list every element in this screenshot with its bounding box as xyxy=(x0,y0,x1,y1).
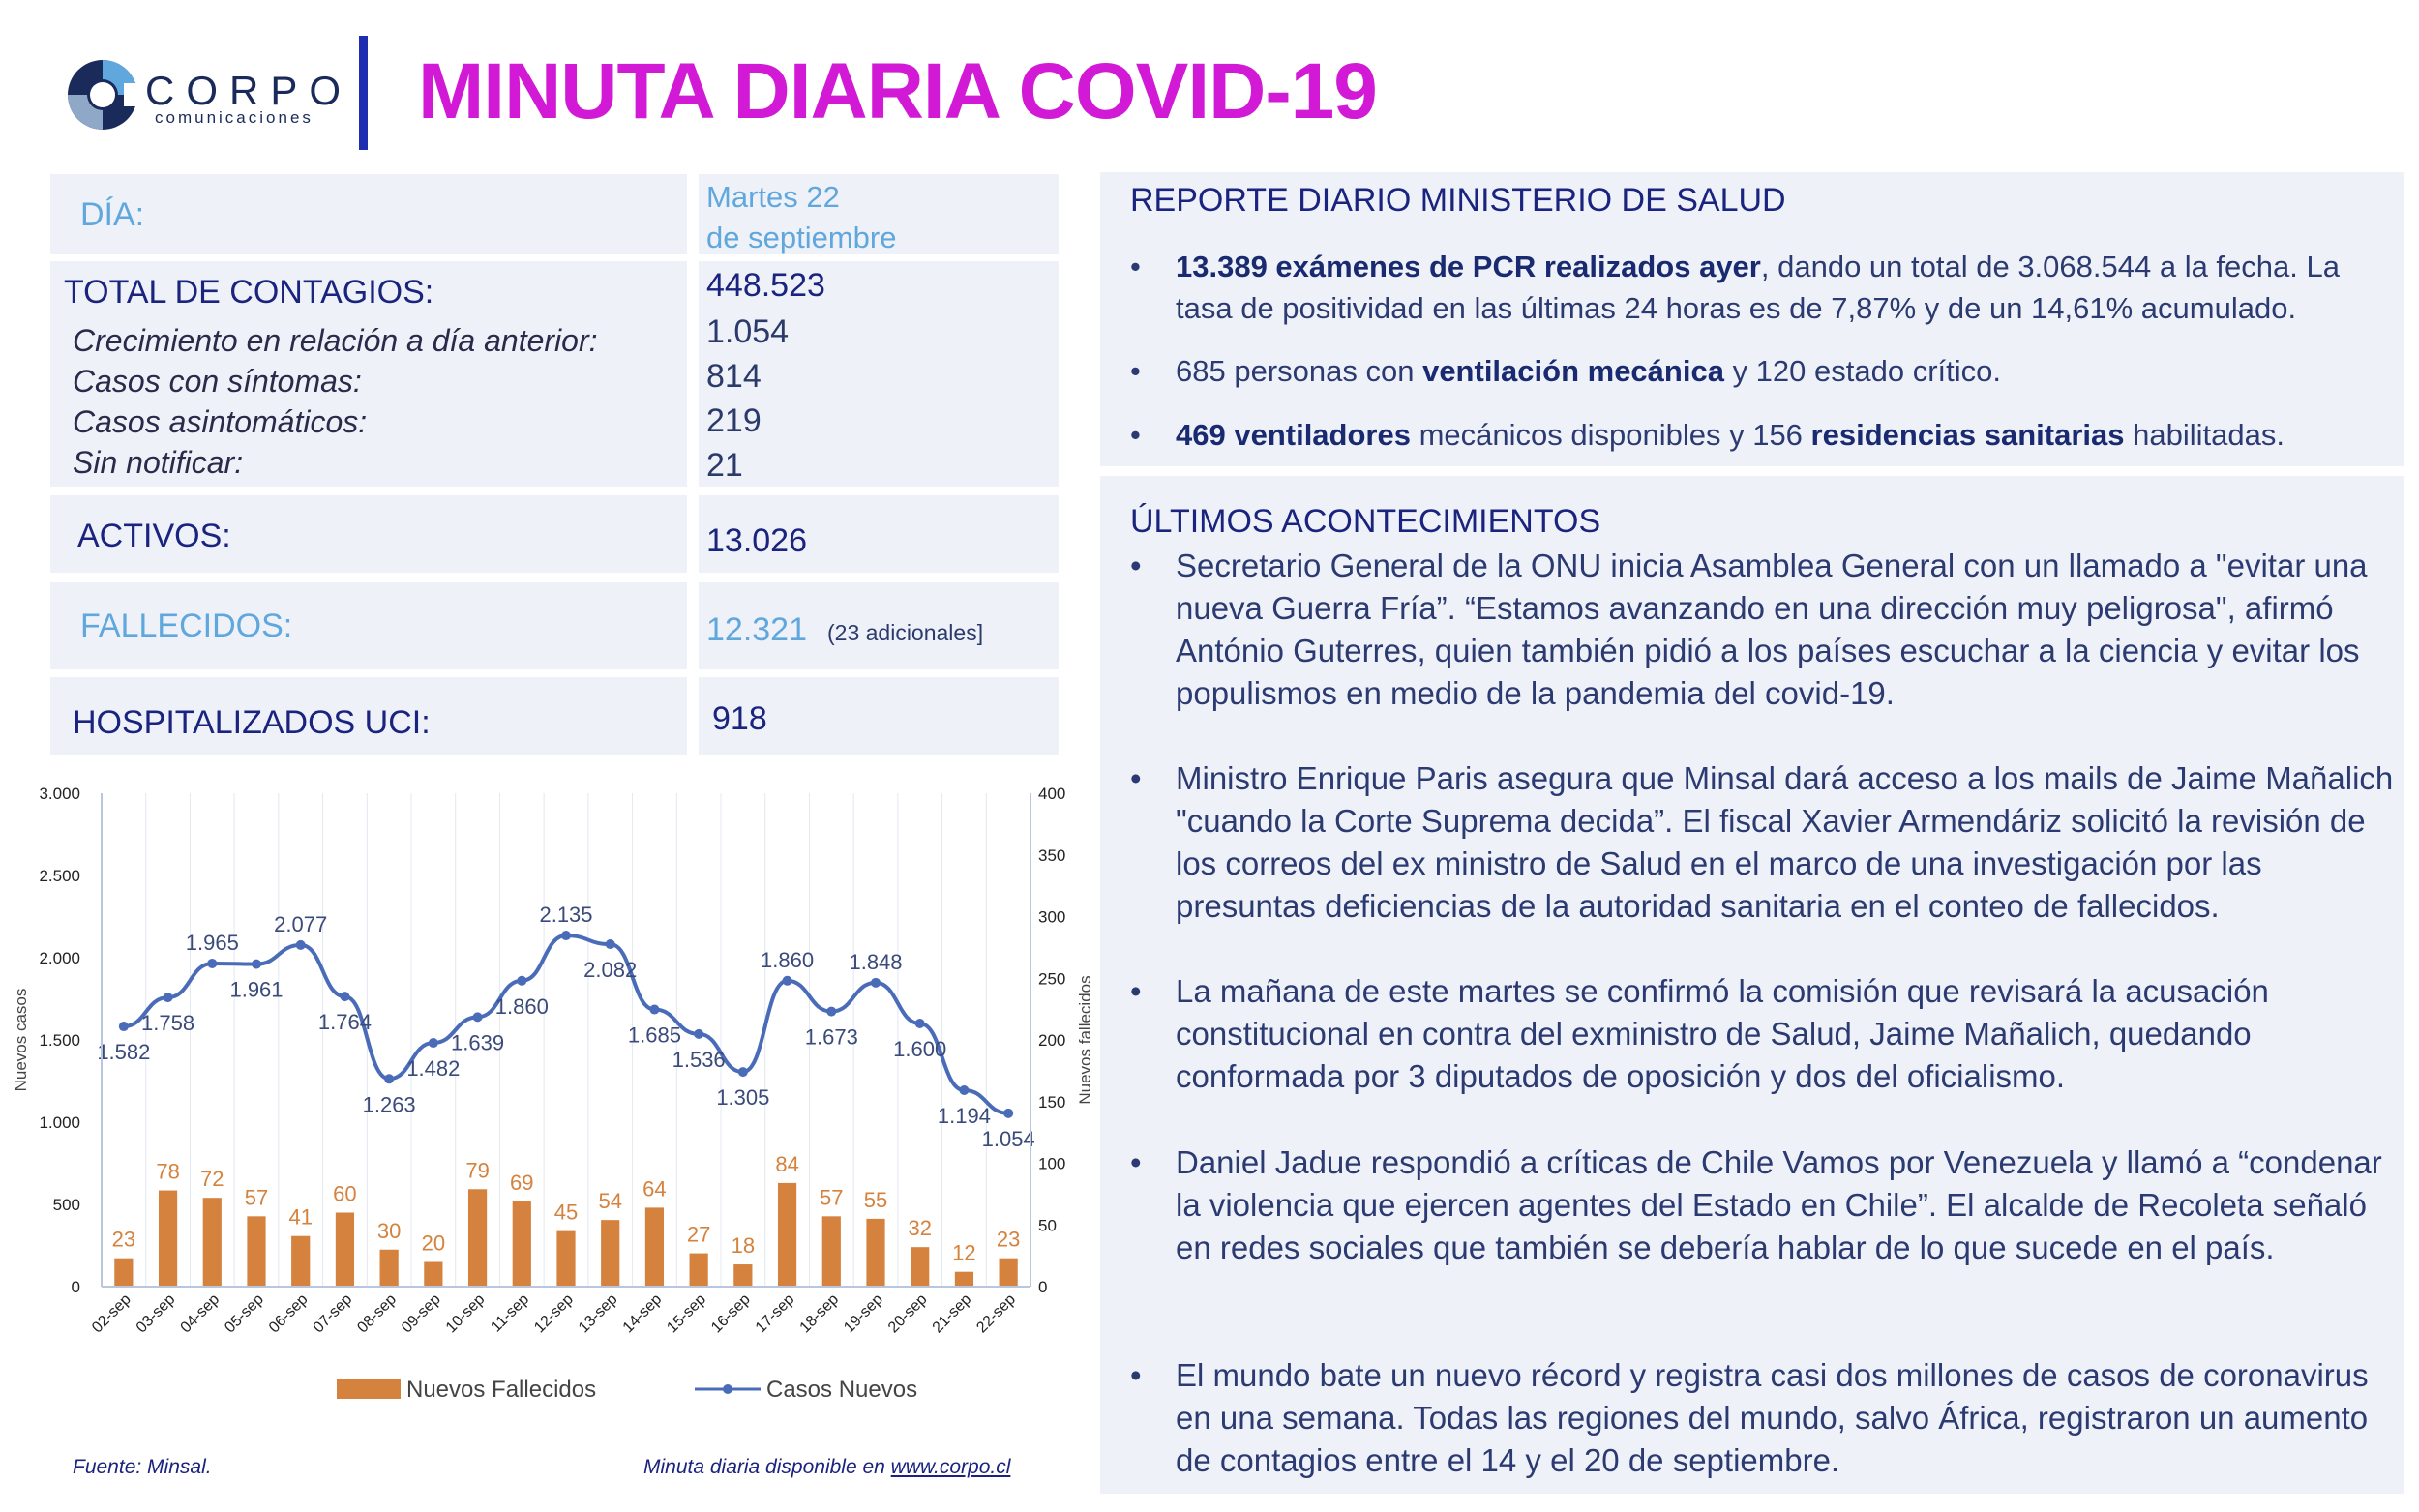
x-tick-label: 21-sep xyxy=(929,1290,975,1337)
logo-subtitle: comunicaciones xyxy=(155,108,314,127)
activos-label: ACTIVOS: xyxy=(77,518,231,554)
x-tick-label: 02-sep xyxy=(89,1290,134,1337)
fallecidos-bar xyxy=(336,1213,354,1288)
y-left-tick-label: 1.500 xyxy=(39,1031,80,1050)
y-right-tick-label: 150 xyxy=(1038,1092,1066,1112)
corpo-link[interactable]: www.corpo.cl xyxy=(890,1456,1011,1478)
casos-nuevos-point xyxy=(119,1022,129,1031)
casos-nuevos-point xyxy=(826,1007,836,1017)
fallecidos-bar-label: 72 xyxy=(200,1167,224,1192)
casos-nuevos-label: 1.961 xyxy=(229,977,284,1002)
fallecidos-bar-label: 41 xyxy=(288,1204,313,1230)
x-tick-label: 12-sep xyxy=(531,1290,577,1337)
casos-nuevos-point xyxy=(871,978,881,988)
ultimos-item-5: • El mundo bate un nuevo récord y registra casi dos millones de casos de coronavirus en una semana. Todas las regiones del mundo, salvo África, registraron un aumento de contagios entre el 14 y el 20 de septiembre. xyxy=(1130,1357,2369,1478)
x-tick-label: 03-sep xyxy=(133,1290,179,1337)
ultimos-item-2: • Ministro Enrique Paris asegura que Minsal dará acceso a los mails de Jaime Mañalich "cuando la Corte Suprema decida”. El fiscal Xavier Armendáriz solicitó la revisión de los correos del ex ministro de Salud en el marco de una investigación por las presuntas deficiencias de la autoridad sanitaria en el conteo de fallecidos. xyxy=(1130,760,2394,924)
sintomas-value: 814 xyxy=(706,358,762,395)
fallecidos-bar xyxy=(556,1231,575,1287)
x-tick-label: 16-sep xyxy=(708,1290,754,1337)
logo-wordmark: CORPO xyxy=(145,68,353,113)
fallecidos-bar xyxy=(690,1254,708,1287)
casos-nuevos-point xyxy=(340,992,349,1001)
dia-label-cell xyxy=(50,174,687,254)
reporte-b2-c: y 120 estado crítico. xyxy=(1723,354,2001,388)
casos-nuevos-point xyxy=(429,1038,438,1048)
fallecidos-bar xyxy=(159,1191,177,1287)
y-left-axis-title: Nuevos casos xyxy=(12,988,30,1092)
x-tick-label: 22-sep xyxy=(973,1290,1019,1337)
fallecidos-bar-label: 79 xyxy=(465,1158,490,1183)
reporte-bullet-1: • 13.389 exámenes de PCR realizados ayer, dando un total de 3.068.544 a la fecha. La tasa de positividad en las últimas 24 horas es de 7,87% y de un 14,61% acumulado. xyxy=(1130,250,2340,325)
fallecidos-bar-label: 69 xyxy=(510,1171,534,1196)
casos-nuevos-point xyxy=(207,959,217,968)
reporte-bullet-2: • 685 personas con ventilación mecánica y 120 estado crítico. xyxy=(1130,354,2001,388)
dia-label: DÍA: xyxy=(80,196,145,233)
fallecidos-bar-label: 84 xyxy=(775,1151,799,1176)
y-left-tick-label: 1.000 xyxy=(39,1113,80,1132)
reporte-title: REPORTE DIARIO MINISTERIO DE SALUD xyxy=(1130,182,1786,219)
legend-casos-marker xyxy=(723,1384,732,1394)
casos-nuevos-label: 1.673 xyxy=(804,1024,858,1050)
footer-fuente: Fuente: Minsal. xyxy=(73,1456,212,1478)
fallecidos-bar xyxy=(513,1201,531,1287)
casos-nuevos-label: 1.482 xyxy=(406,1056,461,1082)
casos-nuevos-label: 1.582 xyxy=(97,1040,151,1065)
casos-nuevos-label: 1.764 xyxy=(317,1010,372,1035)
casos-nuevos-label: 1.848 xyxy=(849,949,903,974)
casos-nuevos-point xyxy=(1003,1109,1013,1118)
activos-value: 13.026 xyxy=(706,522,807,559)
casos-nuevos-label: 1.305 xyxy=(716,1085,770,1111)
casos-nuevos-point xyxy=(473,1012,483,1022)
fallecidos-label: FALLECIDOS: xyxy=(80,608,293,644)
fallecidos-bar-label: 64 xyxy=(642,1176,667,1201)
footer-minuta xyxy=(643,1456,1010,1479)
fallecidos-bar-label: 30 xyxy=(376,1218,402,1243)
casos-nuevos-point xyxy=(694,1029,703,1039)
y-right-tick-label: 250 xyxy=(1038,969,1066,989)
x-tick-label: 20-sep xyxy=(884,1290,931,1337)
casos-nuevos-point xyxy=(783,976,792,986)
reporte-b3-b: mecánicos disponibles y 156 xyxy=(1410,418,1811,452)
fallecidos-bar-label: 78 xyxy=(156,1159,180,1184)
page-title: MINUTA DIARIA COVID-19 xyxy=(418,47,1377,135)
x-tick-label: 08-sep xyxy=(354,1290,400,1337)
casos-nuevos-label: 1.054 xyxy=(981,1126,1035,1151)
fallecidos-bar-label: 55 xyxy=(863,1187,888,1212)
fallecidos-bar-label: 60 xyxy=(333,1181,357,1206)
fallecidos-bar xyxy=(645,1207,664,1287)
casos-nuevos-point xyxy=(606,939,615,949)
ultimos-item-3: • La mañana de este martes se confirmó la comisión que revisará la acusación constitucional en contra del exministro de Salud, Jaime Mañalich, quedando conformada por 3 diputados de oposición y dos del oficialismo. xyxy=(1130,973,2269,1094)
y-right-tick-label: 0 xyxy=(1038,1278,1048,1296)
ultimos-item-4: • Daniel Jadue respondió a críticas de Chile Vamos por Venezuela y llamó a “condenar la violencia que ejercen agentes del Estado en Chile”. El alcalde de Recoleta señaló en redes sociales que también se debería hablar de lo que sucede en el país. xyxy=(1130,1144,2382,1265)
fallecidos-bar xyxy=(291,1236,310,1287)
casos-nuevos-point xyxy=(915,1019,925,1028)
dia-value-line2: de septiembre xyxy=(706,221,897,254)
casos-nuevos-point xyxy=(649,1005,659,1015)
fallecidos-bar xyxy=(866,1219,884,1287)
fallecidos-bar-label: 54 xyxy=(598,1189,622,1214)
reporte-b1-rest: , dando un total de 3.068.544 a la fecha. La tasa de positividad en las últimas 24 horas es de 7,87% y de un 14,61% acumulado. xyxy=(1176,250,2340,325)
fallecidos-bar xyxy=(203,1198,222,1287)
fallecidos-bar-label: 20 xyxy=(421,1230,446,1256)
total-value: 448.523 xyxy=(706,267,825,304)
fallecidos-value: 12.321 xyxy=(706,611,807,648)
legend-fallecidos-swatch xyxy=(337,1379,401,1399)
casos-nuevos-point xyxy=(164,993,173,1002)
x-tick-label: 05-sep xyxy=(222,1290,267,1337)
y-left-tick-label: 2.500 xyxy=(39,867,80,885)
reporte-b2-a: 685 personas con xyxy=(1176,354,1423,388)
fallecidos-bar xyxy=(822,1216,841,1287)
footer-minuta-text: Minuta diaria disponible en xyxy=(643,1456,891,1478)
casos-nuevos-label: 2.082 xyxy=(583,958,638,983)
legend-casos-label: Casos Nuevos xyxy=(766,1377,918,1403)
y-left-tick-label: 500 xyxy=(52,1196,80,1214)
fallecidos-bar-label: 57 xyxy=(820,1185,844,1210)
fallecidos-bar xyxy=(380,1250,399,1287)
fallecidos-bar-label: 57 xyxy=(244,1185,269,1210)
casos-nuevos-point xyxy=(959,1085,969,1095)
fallecidos-bar xyxy=(601,1220,619,1287)
fallecidos-bar xyxy=(114,1259,133,1287)
title-divider xyxy=(359,36,368,150)
fallecidos-bar xyxy=(733,1264,752,1287)
ultimos-item-3-text: La mañana de este martes se confirmó la comisión que revisará la acusación constitucional en contra del exministro de Salud, Jaime Mañalich, quedando conformada por 3 diputados de oposición y dos del oficialismo. xyxy=(1176,973,2269,1094)
x-tick-label: 06-sep xyxy=(265,1290,312,1337)
legend-fallecidos-label: Nuevos Fallecidos xyxy=(406,1377,597,1403)
casos-nuevos-label: 1.600 xyxy=(893,1037,947,1061)
fallecidos-bar-label: 32 xyxy=(908,1216,932,1241)
ultimos-item-4-text: Daniel Jadue respondió a críticas de Chile Vamos por Venezuela y llamó a “condenar la violencia que ejercen agentes del Estado en Chile”. El alcalde de Recoleta señaló en redes sociales que también se debería hablar de lo que sucede en el país. xyxy=(1176,1144,2382,1265)
x-tick-label: 11-sep xyxy=(488,1290,533,1336)
crecimiento-value: 1.054 xyxy=(706,313,790,350)
casos-nuevos-point xyxy=(738,1067,748,1077)
ultimos-item-1: • Secretario General de la ONU inicia Asamblea General con un llamado a "evitar una nueva Guerra Fría”. “Estamos avanzando en una dirección muy peligrosa", afirmó António Guterres, quien también pidió a los países escuchar a la ciencia y evitar los populismos en medio de la pandemia del covid-19. xyxy=(1130,548,2368,711)
total-label: TOTAL DE CONTAGIOS: xyxy=(64,274,434,311)
uci-label: HOSPITALIZADOS UCI: xyxy=(73,704,431,741)
casos-nuevos-point xyxy=(252,960,261,969)
casos-nuevos-label: 1.965 xyxy=(185,930,239,955)
x-tick-label: 15-sep xyxy=(664,1290,709,1337)
casos-nuevos-label: 1.685 xyxy=(627,1023,681,1048)
casos-nuevos-point xyxy=(561,931,571,940)
y-right-tick-label: 100 xyxy=(1038,1154,1066,1173)
corpo-logo-icon xyxy=(64,56,141,133)
casos-nuevos-label: 1.758 xyxy=(141,1011,195,1036)
sintomas-label: Casos con síntomas: xyxy=(73,364,362,399)
fallecidos-bar-label: 12 xyxy=(952,1240,976,1265)
casos-nuevos-label: 2.135 xyxy=(539,903,593,928)
casos-nuevos-label: 1.860 xyxy=(761,947,815,972)
y-right-tick-label: 350 xyxy=(1038,845,1066,865)
ultimos-item-5-text: El mundo bate un nuevo récord y registra casi dos millones de casos de coronavirus en una semana. Todas las regiones del mundo, salvo África, registraron un aumento de contagios entre el 14 y el 20 de septiembre. xyxy=(1176,1357,2369,1478)
fallecidos-bar xyxy=(778,1183,796,1287)
ultimos-title: ÚLTIMOS ACONTECIMIENTOS xyxy=(1130,503,1601,540)
sin-notificar-value: 21 xyxy=(706,447,743,484)
x-tick-label: 13-sep xyxy=(575,1290,621,1337)
fallecidos-bar xyxy=(424,1262,442,1288)
sin-notificar-label: Sin notificar: xyxy=(73,445,244,480)
fallecidos-bar-label: 23 xyxy=(996,1227,1021,1252)
casos-nuevos-label: 1.194 xyxy=(937,1104,991,1129)
casos-nuevos-label: 1.263 xyxy=(362,1092,416,1117)
chart-legend xyxy=(337,1377,917,1403)
y-right-tick-label: 200 xyxy=(1038,1031,1066,1050)
fallecidos-bar xyxy=(247,1216,265,1287)
reporte-b3-bold2: residencias sanitarias xyxy=(1810,418,2125,452)
uci-value: 918 xyxy=(712,700,767,737)
casos-nuevos-label: 1.536 xyxy=(672,1047,726,1072)
x-tick-label: 09-sep xyxy=(399,1290,444,1337)
fallecidos-bar xyxy=(911,1247,929,1287)
covid-chart xyxy=(0,764,1094,1422)
y-right-tick-label: 300 xyxy=(1038,907,1066,927)
y-left-tick-label: 3.000 xyxy=(39,785,80,803)
y-right-axis-title: Nuevos fallecidos xyxy=(1076,975,1094,1105)
x-tick-label: 17-sep xyxy=(752,1290,798,1337)
reporte-bullet-3: • 469 ventiladores mecánicos disponibles y 156 residencias sanitarias habilitadas. xyxy=(1130,418,2285,452)
x-tick-label: 10-sep xyxy=(442,1290,489,1337)
fallecidos-bar-label: 18 xyxy=(731,1233,756,1259)
reporte-b3-d: habilitadas. xyxy=(2124,418,2285,452)
x-tick-label: 19-sep xyxy=(841,1290,886,1337)
asintomaticos-value: 219 xyxy=(706,402,762,439)
casos-nuevos-point xyxy=(517,976,526,986)
fallecidos-bar xyxy=(468,1189,487,1287)
casos-nuevos-point xyxy=(296,940,306,950)
crecimiento-label: Crecimiento en relación a día anterior: xyxy=(73,323,598,358)
fallecidos-bar-label: 45 xyxy=(553,1200,579,1225)
y-right-tick-label: 50 xyxy=(1038,1216,1057,1235)
ultimos-item-1-text: Secretario General de la ONU inicia Asamblea General con un llamado a "evitar una nueva Guerra Fría”. “Estamos avanzando en una dirección muy peligrosa", afirmó António Guterres, quien también pidió a los países escuchar a la ciencia y evitar los populismos en medio de la pandemia del covid-19. xyxy=(1176,548,2368,711)
casos-nuevos-label: 1.639 xyxy=(451,1030,505,1055)
fallecidos-bar xyxy=(1000,1259,1018,1287)
reporte-b3-bold1: 469 ventiladores xyxy=(1176,418,1411,452)
fallecidos-bar-label: 27 xyxy=(686,1222,711,1247)
casos-nuevos-point xyxy=(384,1074,394,1083)
ultimos-item-2-text: Ministro Enrique Paris asegura que Minsal dará acceso a los mails de Jaime Mañalich "cuando la Corte Suprema decida”. El fiscal Xavier Armendáriz solicitó la revisión de los correos del ex ministro de Salud en el marco de una investigación por las presuntas deficiencias de la autoridad sanitaria en el conteo de fallecidos. xyxy=(1176,760,2394,924)
asintomaticos-label: Casos asintomáticos: xyxy=(73,404,368,439)
y-right-tick-label: 400 xyxy=(1038,785,1066,803)
y-left-tick-label: 0 xyxy=(71,1278,80,1296)
fallecidos-extra: (23 adicionales] xyxy=(827,620,984,645)
casos-nuevos-label: 2.077 xyxy=(274,911,328,936)
casos-nuevos-label: 1.860 xyxy=(494,993,549,1019)
fallecidos-bar-label: 23 xyxy=(111,1227,136,1252)
fallecidos-bar xyxy=(955,1272,973,1287)
reporte-b1-bold: 13.389 exámenes de PCR realizados ayer xyxy=(1176,250,1761,283)
reporte-b2-bold: ventilación mecánica xyxy=(1422,354,1724,388)
dia-value-line1: Martes 22 xyxy=(706,180,840,214)
x-tick-label: 07-sep xyxy=(310,1290,356,1337)
x-tick-label: 18-sep xyxy=(796,1290,843,1337)
y-left-tick-label: 2.000 xyxy=(39,949,80,967)
x-tick-label: 04-sep xyxy=(177,1290,224,1337)
x-tick-label: 14-sep xyxy=(619,1290,666,1337)
